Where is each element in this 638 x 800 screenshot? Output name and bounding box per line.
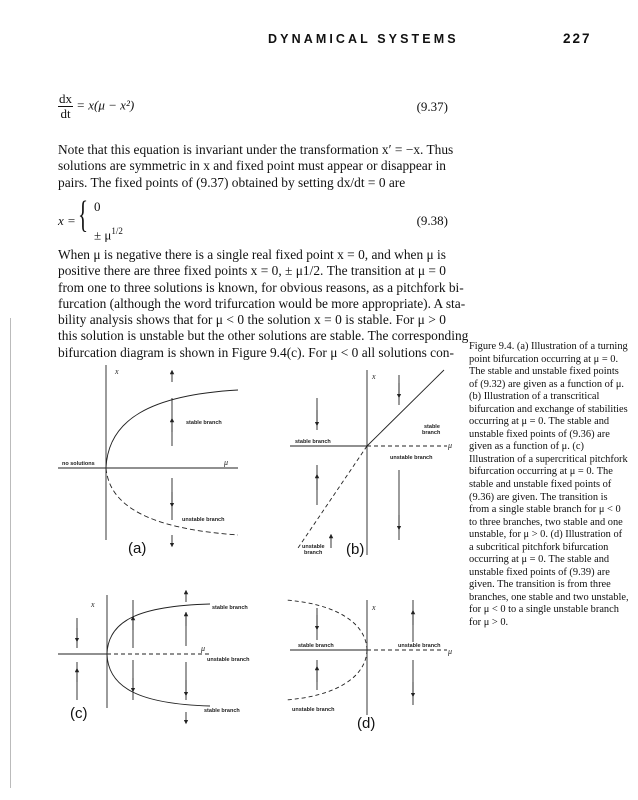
upper-stable-branch — [107, 604, 210, 654]
equation-rhs: = x(μ − x²) — [76, 97, 135, 113]
panel-b — [290, 370, 447, 555]
panel-label-b: (b) — [346, 541, 365, 558]
text-line: pairs. The fixed points of (9.37) obtained by setting dx/dt = 0 are — [58, 174, 406, 190]
labels-d — [292, 603, 452, 732]
running-header: DYNAMICAL SYSTEMS — [268, 32, 459, 46]
equation-number-9-38: (9.38) — [416, 213, 448, 228]
stable-branch-right-label: stable — [424, 424, 440, 430]
panel-label-c: (c) — [70, 705, 88, 722]
panel-label-a: (a) — [128, 540, 147, 557]
text-line: furcation (although the word trifurcation would be more appropriate). A sta- — [58, 295, 466, 311]
upper-stable-branch-label: stable branch — [212, 605, 248, 611]
lower-stable-branch — [107, 654, 210, 706]
mu-axis-label: μ — [448, 441, 453, 450]
x-axis-label: x — [372, 603, 376, 612]
panel-label-d: (d) — [357, 715, 376, 732]
brace: { — [78, 194, 89, 236]
text-line: Note that this equation is invariant under the transformation x′ = −x. Thus — [58, 142, 454, 157]
stable-branch-right-label-2: branch — [422, 430, 441, 436]
unstable-branch-left-label-2: branch — [304, 550, 323, 556]
stable-branch-label: stable branch — [298, 643, 334, 649]
denominator: dt — [60, 106, 71, 121]
unstable-branch-right-label: unstable branch — [390, 455, 433, 461]
text-line: positive there are three fixed points x = 0, ± μ1/2. The transition at μ = 0 — [58, 263, 446, 279]
labels-b — [295, 372, 452, 558]
panel-d — [285, 600, 447, 715]
x-axis-label: x — [91, 600, 95, 609]
text-line: this solution is unstable but the other solutions are stable. The corresponding — [58, 328, 469, 344]
page-number: 227 — [563, 31, 592, 46]
labels-c — [70, 600, 250, 722]
equation-number-9-37: (9.37) — [416, 99, 448, 114]
unstable-branch-diagonal — [298, 446, 367, 548]
lower-unstable-branch — [285, 650, 367, 700]
unstable-branch-label: unstable branch — [207, 657, 250, 663]
mu-axis-label: μ — [448, 647, 453, 656]
mu-axis-label: μ — [224, 458, 229, 467]
unstable-branch-label: unstable branch — [182, 517, 225, 523]
unstable-branch-bottom-label: unstable branch — [292, 707, 335, 713]
case-2-base: ± μ — [94, 227, 112, 243]
panel-c — [58, 592, 210, 722]
unstable-branch-left-label: unstable — [302, 544, 325, 550]
case-2-exponent: 1/2 — [111, 226, 123, 236]
no-solutions-label: no solutions — [62, 461, 95, 467]
x-axis-label: x — [372, 372, 376, 381]
text-line: When μ is negative there is a single real fixed point x = 0, and when μ is — [58, 247, 446, 262]
text-line: from one to three solutions is known, for obvious reasons, as a pitchfork bi- — [58, 279, 464, 295]
text-line: solutions are symmetric in x and fixed point must appear or disappear in — [58, 158, 446, 174]
mu-axis-label: μ — [201, 644, 206, 653]
equation-9-38-lhs: x = — [58, 213, 76, 228]
unstable-branch-right-label: unstable branch — [398, 643, 441, 649]
x-axis-label: x — [115, 367, 119, 376]
lower-stable-branch-label: stable branch — [204, 708, 240, 714]
labels-a — [62, 367, 228, 557]
stable-branch-left-label: stable branch — [295, 439, 331, 445]
stable-branch-label: stable branch — [186, 420, 222, 426]
numerator: dx — [59, 91, 72, 106]
equation-9-38-case-1: 0 — [94, 199, 101, 214]
figure-caption: Figure 9.4. (a) Illustration of a turning point bifurcation occurring at μ = 0. The stable and unstable fixed points of (9.32) are given as a function of μ. (b) Illustration of a transcritical bifurcation and exchange of stabilities occurring at μ = 0. The stable and unstable fixed points of (9.36) are given as a function of μ. (c) Illustration of a supercritical pitchfork bifurcation occurring at μ = 0. The stable and unstable fixed points of (9.36) are given. The transition is from a single stable branch for μ < 0 to three branches, two stable and one unstable, for μ > 0. (d) Illustration of a subcritical pitchfork bifurcation occurring at μ = 0. The stable and unstable fixed points of (9.39) are given. The transition is from three branches, one stable and two unstable, for μ < 0 to a single unstable branch for μ > 0. — [469, 341, 629, 629]
text-line: bifurcation diagram is shown in Figure 9.4(c). For μ < 0 all solutions con- — [58, 344, 454, 360]
text-line: bility analysis shows that for μ < 0 the solution x = 0 is stable. For μ > 0 — [58, 312, 446, 328]
